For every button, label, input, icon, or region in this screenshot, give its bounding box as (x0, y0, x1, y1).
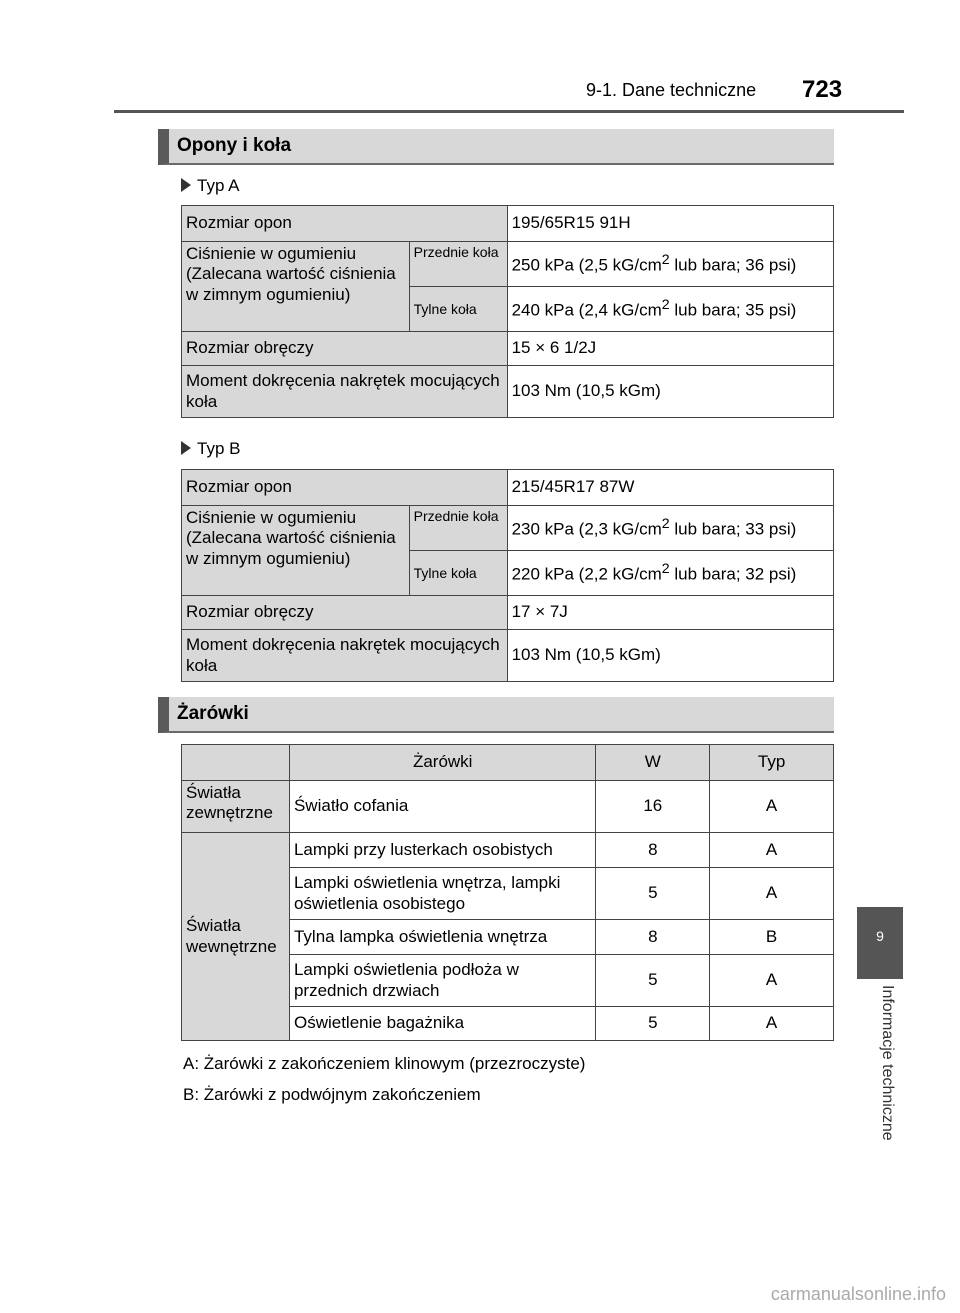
torque-label: Moment dokręcenia nakrętek mocujących koła (182, 630, 508, 682)
bulb-type: B (710, 920, 834, 955)
type-a-table (181, 205, 834, 418)
pressure-label: Ciśnienie w ogumieniu (Zalecana wartość ciśnienia w zimnym ogumieniu) (182, 242, 410, 332)
note-a: A: Żarówki z zakończeniem klinowym (przezroczyste) (183, 1054, 586, 1073)
rear-wheels-label: Tylne koła (409, 287, 507, 332)
tire-size-value: 195/65R15 91H (507, 206, 833, 242)
bulb-type: A (710, 955, 834, 1007)
bulbs-table (181, 744, 834, 1041)
bulb-name: Lampki oświetlenia wnętrza, lampki oświetlenia osobistego (289, 868, 595, 920)
bulbs-header-empty (182, 745, 290, 781)
torque-value: 103 Nm (10,5 kGm) (507, 366, 833, 418)
bulb-w: 16 (596, 781, 710, 833)
exterior-lights-label: Światła zewnętrzne (182, 781, 290, 833)
front-wheels-label: Przednie koła (409, 506, 507, 551)
section-bar-tires (158, 129, 834, 165)
bulb-name: Oświetlenie bagażnika (289, 1007, 595, 1041)
rim-size-value: 17 × 7J (507, 596, 833, 630)
bulb-name: Światło cofania (289, 781, 595, 833)
bulbs-header-type: Typ (710, 745, 834, 781)
front-wheels-label: Przednie koła (409, 242, 507, 287)
bulb-type: A (710, 868, 834, 920)
side-tab-label: Informacje techniczne (879, 985, 896, 1141)
front-pressure-value: 230 kPa (2,3 $kG/cm^2$ lub bara; 33 psi) (507, 506, 833, 551)
bulb-w: 5 (596, 955, 710, 1007)
bulb-type: A (710, 781, 834, 833)
torque-value: 103 Nm (10,5 kGm) (507, 630, 833, 682)
bulbs-header-w: W (596, 745, 710, 781)
bulb-name: Lampki oświetlenia podłoża w przednich drzwiach (289, 955, 595, 1007)
pressure-label: Ciśnienie w ogumieniu (Zalecana wartość ciśnienia w zimnym ogumieniu) (182, 506, 410, 596)
rim-size-value: 15 × 6 1/2J (507, 332, 833, 366)
header-rule (114, 110, 904, 113)
rear-wheels-label: Tylne koła (409, 551, 507, 596)
front-pressure-value: 250 kPa (2,5 $kG/cm^2$ lub bara; 36 psi) (507, 242, 833, 287)
torque-label: Moment dokręcenia nakrętek mocujących koła (182, 366, 508, 418)
side-tab-number: 9 (876, 928, 884, 944)
type-a-label: Typ A (181, 176, 240, 196)
table-row (182, 833, 834, 868)
bulb-name: Tylna lampka oświetlenia wnętrza (289, 920, 595, 955)
note-b: B: Żarówki z podwójnym zakończeniem (183, 1085, 481, 1104)
bulb-w: 8 (596, 833, 710, 868)
rear-pressure-value: 240 kPa (2,4 $kG/cm^2$ lub bara; 35 psi) (507, 287, 833, 332)
bulb-w: 8 (596, 920, 710, 955)
rim-size-label: Rozmiar obręczy (182, 332, 508, 366)
tire-size-label: Rozmiar opon (182, 470, 508, 506)
tire-size-label: Rozmiar opon (182, 206, 508, 242)
bulbs-header-name: Żarówki (289, 745, 595, 781)
tire-size-value: 215/45R17 87W (507, 470, 833, 506)
section-title-tires: Opony i koła (177, 135, 292, 156)
rear-pressure-value: 220 kPa (2,2 $kG/cm^2$ lub bara; 32 psi) (507, 551, 833, 596)
bulb-type: A (710, 833, 834, 868)
footer-watermark: carmanualsonline.info (770, 1284, 946, 1304)
bulb-w: 5 (596, 1007, 710, 1041)
bulb-type: A (710, 1007, 834, 1041)
table-row (182, 781, 834, 833)
bulb-w: 5 (596, 868, 710, 920)
rim-size-label: Rozmiar obręczy (182, 596, 508, 630)
bulb-name: Lampki przy lusterkach osobistych (289, 833, 595, 868)
page-number: 723 (802, 76, 843, 103)
section-title-bulbs: Żarówki (177, 703, 249, 724)
arrow-icon (181, 178, 191, 192)
type-b-table (181, 469, 834, 682)
type-b-label: Typ B (181, 439, 240, 459)
header-section-title: 9-1. Dane techniczne (586, 80, 757, 100)
interior-lights-label: Światła wewnętrzne (182, 833, 290, 1041)
arrow-icon (181, 441, 191, 455)
section-bar-bulbs (158, 697, 834, 733)
